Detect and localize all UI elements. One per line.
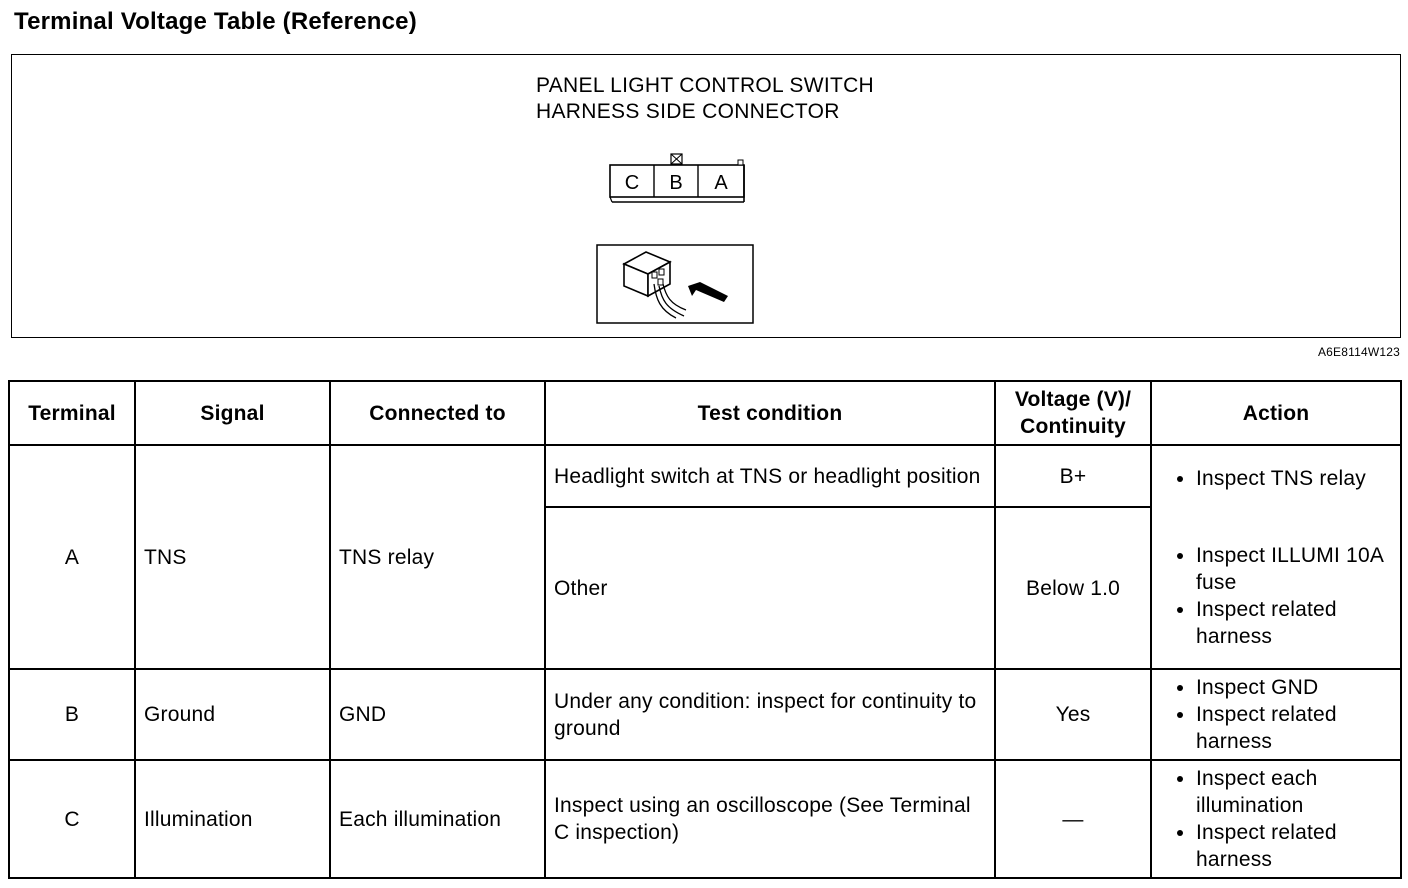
diagram-caption	[536, 73, 874, 125]
table-row	[9, 760, 1401, 878]
diagram-caption-line-2: HARNESS SIDE CONNECTOR	[536, 100, 840, 123]
table-header-row	[9, 381, 1401, 445]
row-c-test-condition: Inspect using an oscilloscope (See Terminal C inspection)	[545, 760, 995, 878]
row-b-terminal: B	[9, 669, 135, 760]
list-item: • Inspect related harness	[1196, 596, 1392, 650]
header-connected-to: Connected to	[330, 381, 545, 445]
row-a-connected-to: TNS relay	[330, 445, 545, 669]
header-signal: Signal	[135, 381, 330, 445]
row-a-test-condition-2: Other	[545, 507, 995, 669]
connector-face-diagram	[608, 151, 758, 211]
row-b-actions	[1151, 669, 1401, 760]
list-item: • Inspect TNS relay	[1196, 465, 1392, 492]
pin-label-b: B	[669, 172, 683, 194]
pin-label-c: C	[624, 172, 640, 194]
row-a-actions	[1151, 445, 1401, 669]
row-c-terminal: C	[9, 760, 135, 878]
table-row	[9, 669, 1401, 760]
row-a-signal: TNS	[135, 445, 330, 669]
list-item: • Inspect ILLUMI 10A fuse	[1196, 542, 1392, 596]
row-c-value: —	[995, 760, 1151, 878]
row-c-actions	[1151, 760, 1401, 878]
row-a-terminal: A	[9, 445, 135, 669]
list-item: • Inspect related harness	[1196, 819, 1392, 873]
row-b-signal: Ground	[135, 669, 330, 760]
row-b-connected-to: GND	[330, 669, 545, 760]
row-b-test-condition: Under any condition: inspect for continuity to ground	[545, 669, 995, 760]
row-a-test-condition-1: Headlight switch at TNS or headlight position	[545, 445, 995, 507]
header-test-condition: Test condition	[545, 381, 995, 445]
list-item: • Inspect related harness	[1196, 701, 1392, 755]
row-a-value-2: Below 1.0	[995, 507, 1151, 669]
header-voltage-line-2: Continuity	[1020, 415, 1126, 438]
pin-label-a: A	[714, 172, 728, 194]
header-terminal: Terminal	[9, 381, 135, 445]
page-title: Terminal Voltage Table (Reference)	[14, 8, 417, 35]
row-c-connected-to: Each illumination	[330, 760, 545, 878]
list-item: • Inspect each illumination	[1196, 765, 1392, 819]
connector-diagram-panel	[11, 54, 1401, 338]
row-b-value: Yes	[995, 669, 1151, 760]
list-item: • Inspect GND	[1196, 674, 1392, 701]
terminal-voltage-table	[8, 380, 1402, 879]
table-row	[9, 445, 1401, 507]
harness-side-view-icon	[596, 244, 756, 326]
header-action: Action	[1151, 381, 1401, 445]
row-c-signal: Illumination	[135, 760, 330, 878]
diagram-caption-line-1: PANEL LIGHT CONTROL SWITCH	[536, 74, 875, 97]
header-voltage	[995, 381, 1151, 445]
row-a-value-1: B+	[995, 445, 1151, 507]
figure-id: A6E8114W123	[1317, 345, 1400, 359]
header-voltage-line-1: Voltage (V)/	[1014, 388, 1132, 411]
